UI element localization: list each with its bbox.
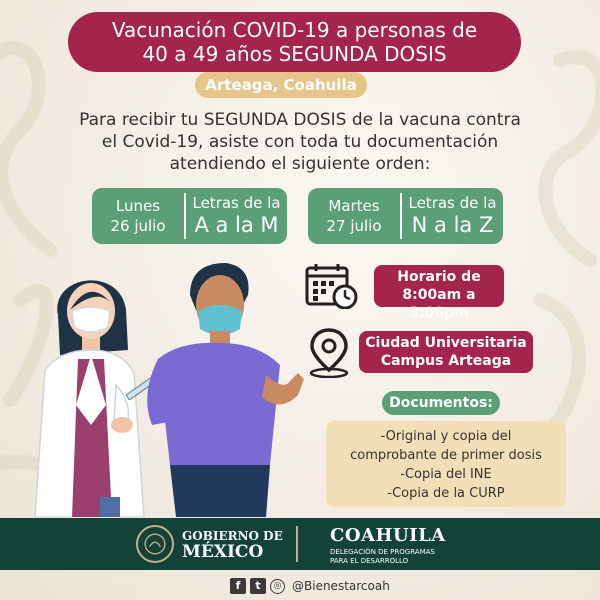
delegation-text — [330, 548, 435, 566]
facebook-icon[interactable]: f — [230, 578, 246, 594]
title-banner — [68, 12, 521, 72]
nurse-figure — [35, 280, 144, 517]
calendar-clock-icon — [305, 263, 359, 309]
delegation-line-2: PARA EL DESARROLLO — [330, 557, 409, 565]
day-date-text: 26 julio — [110, 217, 166, 235]
place-badge — [359, 331, 533, 373]
day-card-tuesday — [308, 188, 503, 244]
government-country: MÉXICO — [182, 542, 264, 562]
document-item: -Copia del INE — [400, 467, 492, 482]
day-card-monday — [92, 188, 287, 244]
day-date — [308, 196, 400, 236]
footer-banner — [0, 518, 600, 570]
patient-figure — [147, 263, 304, 517]
social-handle[interactable]: @Bienestarcoah — [292, 579, 390, 593]
schedule-badge — [374, 265, 504, 321]
place-line-1: Ciudad Universitaria — [365, 335, 527, 351]
letter-range — [402, 194, 503, 238]
document-item: -Copia de la CURP — [387, 486, 505, 501]
intro-line-3: atendiendo el siguiente orden: — [169, 154, 431, 174]
place-line-2: Campus Arteaga — [380, 353, 512, 369]
documents-list — [326, 421, 566, 507]
intro-line-2: el Covid-19, asiste con toda tu documentación — [101, 132, 499, 152]
instagram-icon[interactable]: ◎ — [270, 579, 285, 594]
intro-text — [20, 109, 580, 175]
documents-title: Documentos: — [382, 391, 500, 415]
twitter-icon[interactable]: t — [250, 578, 266, 594]
intro-line-1: Para recibir tu SEGUNDA DOSIS de la vacuna contra — [79, 110, 521, 130]
government-label: GOBIERNO DE — [182, 529, 283, 543]
letters-label: Letras de la — [408, 194, 497, 212]
day-date — [92, 196, 184, 236]
title-line-1: Vacunación COVID-19 a personas de — [111, 18, 478, 42]
document-item: -Original y copia del — [380, 429, 512, 444]
letters-range: N a la Z — [411, 213, 494, 237]
footer-divider — [296, 526, 298, 562]
title-line-2: 40 a 49 años SEGUNDA DOSIS — [142, 42, 447, 66]
social-links — [230, 577, 390, 595]
location-badge: Arteaga, Coahuila — [195, 72, 367, 98]
location-pin-icon — [306, 326, 352, 378]
mexico-seal-icon — [136, 525, 174, 563]
delegation-line-1: DELEGACIÓN DE PROGRAMAS — [330, 548, 435, 556]
schedule-line-1: Horario de — [397, 269, 481, 285]
day-name: Martes — [328, 197, 380, 215]
vaccination-illustration — [30, 255, 320, 517]
document-item: comprobante de primer dosis — [350, 448, 542, 463]
day-name: Lunes — [115, 197, 161, 215]
letters-label: Letras de la — [192, 194, 281, 212]
letter-range — [186, 194, 287, 238]
day-date-text: 27 julio — [326, 217, 382, 235]
state-name: COAHUILA — [330, 525, 446, 546]
schedule-line-2: 8:00am a 3:00pm — [402, 287, 476, 321]
letters-range: A a la M — [194, 213, 279, 237]
